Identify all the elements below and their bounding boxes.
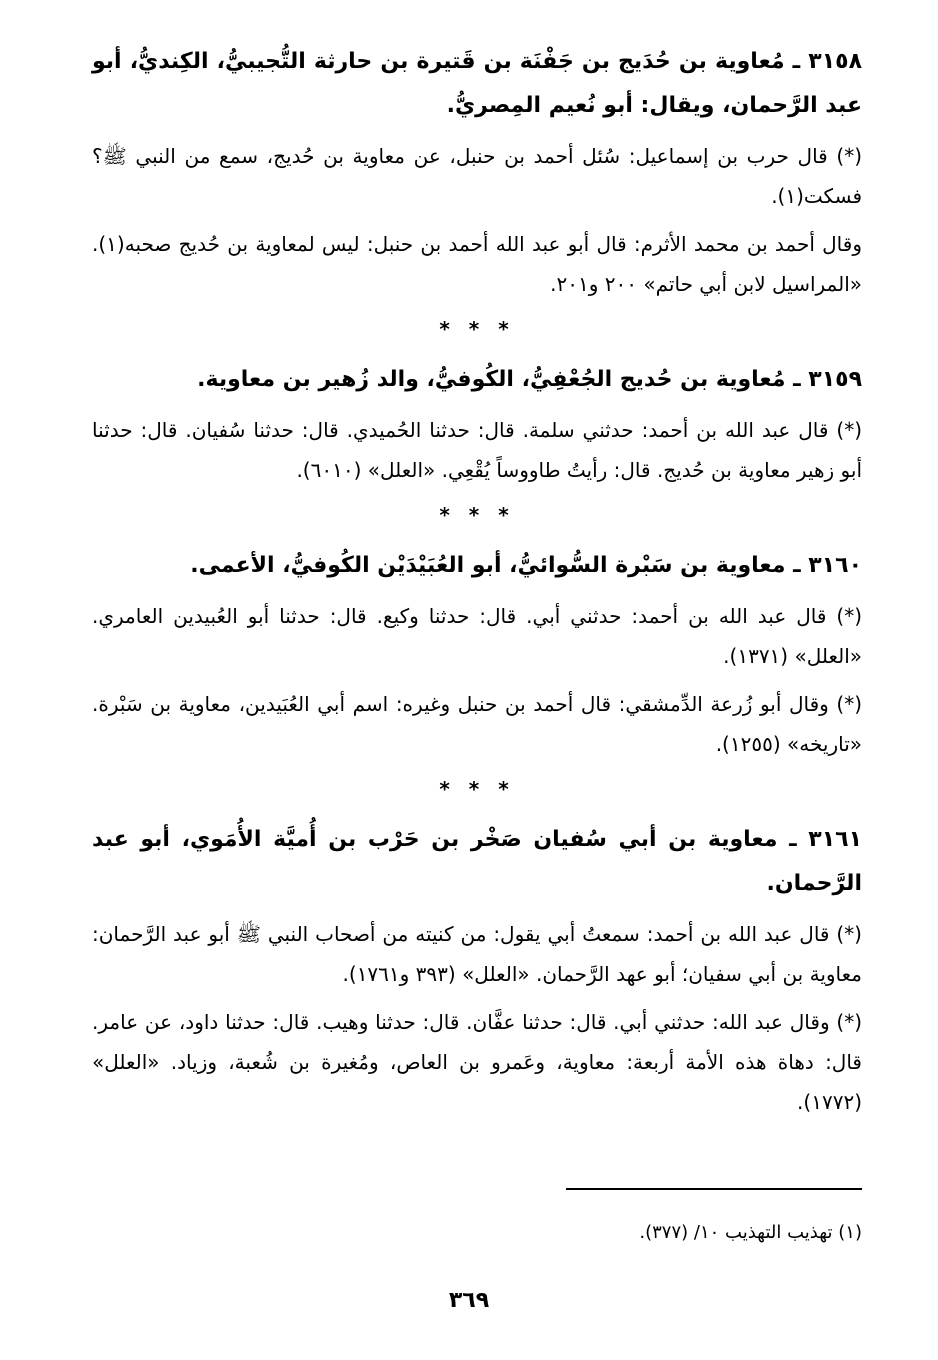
entry-heading: ٣١٥٩ ـ مُعاوية بن حُديج الجُعْفِيُّ، الكُوفيُّ، والد زُهير بن معاوية.	[197, 367, 862, 392]
entry-heading: ٣١٥٨ ـ مُعاوية بن حُدَيج بن جَفْنَة بن قَتيرة بن حارثة التُّجيبيُّ، الكِنديُّ، أبو عبد الرَّحمان، ويقال: أبو نُعيم المِصريُّ.	[92, 49, 862, 118]
entry-heading: ٣١٦١ ـ معاوية بن أبي سُفيان صَخْر بن حَرْب بن أُميَّة الأُمَوي، أبو عبد الرَّحمان.	[92, 827, 862, 896]
entry-paragraph: (*) قال عبد الله بن أحمد: حدثني سلمة. قال: حدثنا الحُميدي. قال: حدثنا سُفيان. قال: حدثنا أبو زهير معاوية بن حُديج. قال: رأيتُ طاووساً يُقْعِي. «العلل» (٦٠١٠).	[92, 418, 862, 482]
entry-3161	[92, 818, 862, 1122]
entry-paragraph: (*) وقال أبو زُرعة الدِّمشقي: قال أحمد بن حنبل وغيره: اسم أبي العُبَيدين، معاوية بن سَبْرة. «تاريخه» (١٢٥٥).	[92, 692, 862, 756]
entry-3160	[92, 544, 862, 764]
entry-paragraph: (*) قال حرب بن إسماعيل: سُئل أحمد بن حنبل، عن معاوية بن حُديج، سمع من النبي ﷺ؟ فسكت(١).	[92, 144, 862, 208]
footnote: (١) تهذيب التهذيب ١٠/ (٣٧٧).	[639, 1222, 862, 1243]
entry-paragraph: وقال أحمد بن محمد الأثرم: قال أبو عبد الله أحمد بن حنبل: ليس لمعاوية بن حُديج صحبه(١). «المراسيل لابن أبي حاتم» ٢٠٠ و٢٠١.	[92, 232, 862, 296]
entry-paragraph: (*) قال عبد الله بن أحمد: حدثني أبي. قال: حدثنا وكيع. قال: حدثنا أبو العُبيدين العامري. «العلل» (١٣٧١).	[92, 604, 862, 668]
section-separator: * * *	[439, 777, 515, 801]
section-separator: * * *	[439, 503, 515, 527]
entry-paragraph: (*) قال عبد الله بن أحمد: سمعتُ أبي يقول: من كنيته من أصحاب النبي ﷺ أبو عبد الرَّحمان: معاوية بن أبي سفيان؛ أبو عهد الرَّحمان. «العلل» (٣٩٣ و١٧٦١).	[92, 922, 862, 986]
entry-3158	[92, 40, 862, 304]
entry-3159	[92, 358, 862, 490]
section-separator: * * *	[439, 317, 515, 341]
page-body	[92, 40, 862, 1130]
entry-heading: ٣١٦٠ ـ معاوية بن سَبْرة السُّوائيُّ، أبو العُبَيْدَيْن الكُوفيُّ، الأعمى.	[190, 553, 862, 578]
footnote-divider	[566, 1188, 862, 1190]
entry-paragraph: (*) وقال عبد الله: حدثني أبي. قال: حدثنا عفَّان. قال: حدثنا وهيب. قال: حدثنا داود، عن عامر. قال: دهاة هذه الأمة أربعة: معاوية، وعَمرو بن العاص، ومُغيرة بن شُعبة، وزياد. «العلل» (١٧٧٢).	[92, 1010, 862, 1114]
page-number: ٣٦٩	[448, 1288, 490, 1313]
